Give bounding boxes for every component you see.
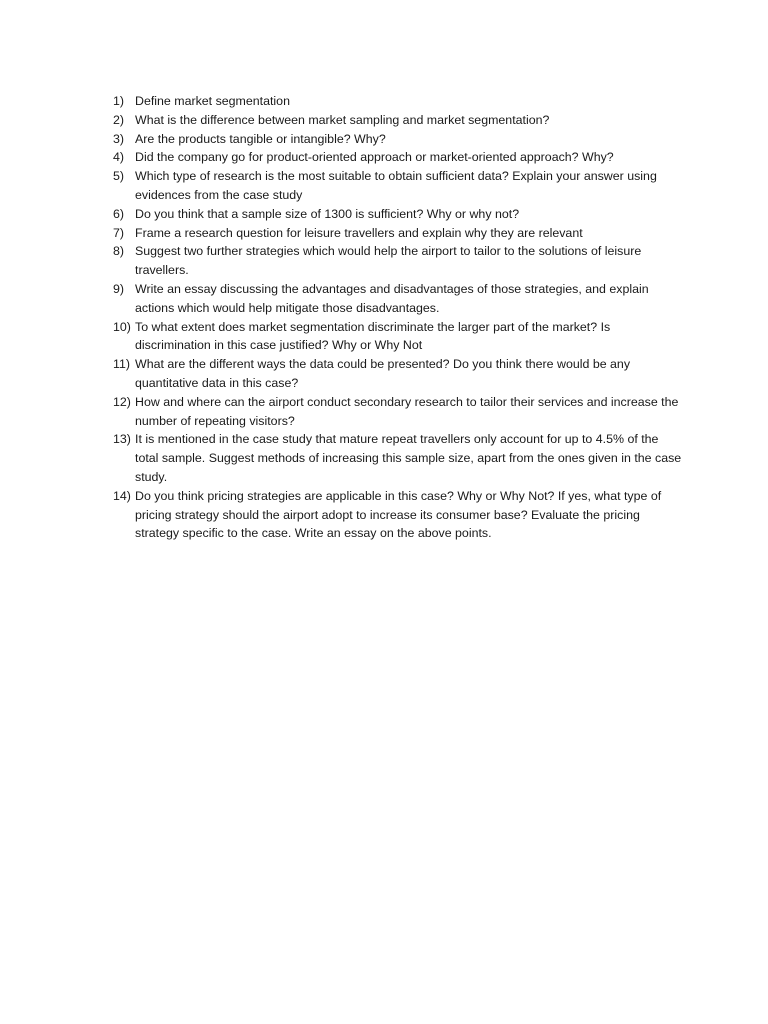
question-list (113, 92, 683, 543)
question-number: 12) (113, 394, 131, 409)
question-item-4 (113, 148, 683, 167)
question-text: How and where can the airport conduct secondary research to tailor their services and increase the number of repeating visitors? (135, 394, 679, 428)
question-item-12 (113, 393, 683, 431)
question-text: It is mentioned in the case study that mature repeat travellers only account for up to 4.5% of the total sample. Suggest methods of increasing this sample size, apart from the ones given in the case study. (135, 432, 682, 484)
question-number: 7) (113, 225, 125, 240)
question-text: Frame a research question for leisure travellers and explain why they are relevant (135, 225, 583, 240)
question-number: 11) (113, 357, 130, 372)
question-text: Do you think that a sample size of 1300 is sufficient? Why or why not? (135, 206, 520, 221)
question-text: Are the products tangible or intangible? Why? (135, 131, 386, 146)
question-number: 5) (113, 169, 125, 184)
question-number: 13) (113, 432, 131, 447)
question-number: 1) (113, 94, 125, 108)
question-number: 2) (113, 112, 125, 127)
question-text: Did the company go for product-oriented approach or market-oriented approach? Why? (135, 150, 614, 165)
question-item-11 (113, 355, 683, 393)
question-item-7 (113, 224, 683, 243)
question-text: Suggest two further strategies which would help the airport to tailor to the solutions of leisure travellers. (135, 244, 642, 278)
question-item-13 (113, 430, 683, 486)
question-text: Write an essay discussing the advantages and disadvantages of those strategies, and explain actions which would help mitigate those disadvantages. (135, 281, 649, 315)
question-text: Do you think pricing strategies are applicable in this case? Why or Why Not? If yes, what type of pricing strategy should the airport adopt to increase its consumer base? Evaluate the pricing strategy specific to the case. Write an essay on the above points. (135, 488, 662, 541)
question-number: 9) (113, 281, 125, 296)
question-item-10 (113, 318, 683, 356)
question-number: 4) (113, 150, 125, 165)
question-text: Which type of research is the most suitable to obtain sufficient data? Explain your answer using evidences from the case study (135, 169, 657, 202)
question-item-3 (113, 130, 683, 149)
question-item-14 (113, 487, 683, 543)
question-item-1 (113, 92, 683, 111)
question-number: 3) (113, 131, 125, 146)
question-text: What are the different ways the data could be presented? Do you think there would be any quantitative data in this case? (135, 357, 631, 390)
question-number: 10) (113, 319, 131, 334)
question-text: To what extent does market segmentation discriminate the larger part of the market? Is discrimination in this case justified? Why or Why Not (135, 319, 611, 353)
question-item-9 (113, 280, 683, 318)
question-number: 6) (113, 206, 125, 221)
question-number: 8) (113, 244, 125, 259)
question-item-8 (113, 242, 683, 280)
question-number: 14) (113, 488, 131, 503)
question-text: Define market segmentation (135, 94, 290, 108)
question-item-5 (113, 167, 683, 205)
question-item-2 (113, 111, 683, 130)
question-item-6 (113, 205, 683, 224)
question-text: What is the difference between market sampling and market segmentation? (135, 112, 550, 127)
